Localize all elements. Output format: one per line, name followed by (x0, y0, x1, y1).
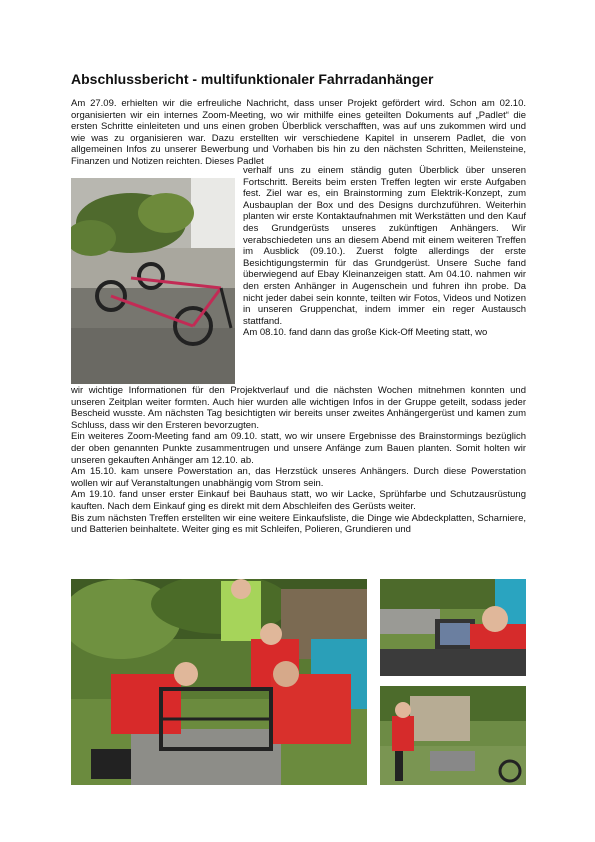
body-text (71, 385, 526, 536)
intro-text (71, 98, 526, 168)
photo-sanding-in-garden (380, 686, 526, 785)
paragraph: Bis zum nächsten Treffen erstellten wir eine weitere Einkaufsliste, die Dinge wie Abdeckplatten, Scharniere, und Batterien beinhaltete. Weiter ging es mit Schleifen, Polieren, Grundieren und (71, 512, 526, 536)
paragraph: wir wichtige Informationen für den Projektverlauf und die nächsten Wochen mitnehmen konnten und unseren Zeitplan weiter formten. Auch hier wurden alle wichtigen Infos in der Gruppe geteilt, sodass jeder Bescheid wusste. Am nächsten Tag besichtigten wir bereits unser zweites Anhängergerüst und kamen zum Schluss, dass wir den Ersteren bevorzugten. (71, 385, 526, 431)
paragraph: Am 27.09. erhielten wir die erfreuliche Nachricht, dass unser Projekt gefördert wird. Schon am 02.10. organisierten wir ein internes Zoom-Meeting, wo wir mithilfe eines geteilten Dokuments auf „Padlet“ die ersten Schritte einleiteten und uns einen groben Überblick verschafften, was auf uns zukommen wird und wie was zu organisieren war. Dazu erstellten wir verschiedene Kapitel in unserem Padlet, die von allgemeinen Infos zu unserer Bewerbung und Vorhaben bis hin zu den nächsten Schritten, Meilensteine, Finanzen und Notizen reichten. Dieses Padlet (71, 98, 526, 167)
document-title: Abschlussbericht - multifunktionaler Fahrradanhänger (71, 71, 434, 87)
photo-team-working-on-frame (71, 579, 367, 785)
paragraph: verhalf uns zu einem ständig guten Überblick über unseren Fortschritt. Bereits beim ersten Treffen legten wir erste Aufgaben fest. Ziel war es, ein Brainstorming zum Elektrik-Konzept, zum Ausbauplan der Box und des Designs durchzuführen. Weiterhin planten wir erste Kontaktaufnahmen mit Werkstätten und den Kauf des Grundgerüsts unseres zukünftigen Anhängers. Wir verabschiedeten uns an diesem Abend mit einem weiteren Treffen im Ausblick (09.10.). Zuerst folgte allerdings der erste Besichtigungstermin für das Grundgerüst. Unsere Suche fand überwiegend auf Ebay Kleinanzeigen statt. Am 04.10. nahmen wir den ersten Anhänger in Augenschein und fuhren ihn probe. Da nicht jeder dabei sein konnte, teilten wir Fotos, Videos und Notizen in unseren Gruppenchat, indem immer ein reger Austausch stattfand. (243, 165, 526, 327)
paragraph: Ein weiteres Zoom-Meeting fand am 09.10. statt, wo wir unsere Ergebnisse des Brainstormings bezüglich der oben genannten Punkte zusammentrugen und unsere Anfänge zum Bauen planten. Somit holten wir unseren gekauften Anhänger am 12.10. ab. (71, 431, 526, 466)
paragraph: Am 19.10. fand unser erster Einkauf bei Bauhaus statt, wo wir Lacke, Sprühfarbe und Schutzausrüstung kauften. Nach dem Einkauf ging es direkt mit dem Abschleifen des Gerüsts weiter. (71, 489, 526, 512)
paragraph: Am 15.10. kam unsere Powerstation an, das Herzstück unseres Anhängers. Durch diese Powerstation wollen wir auf Veranstaltungen unabhängig vom Strom sein. (71, 466, 526, 489)
photo-bike-trailer-frame (71, 178, 235, 384)
wrapped-text (243, 165, 526, 339)
photo-planning-with-laptop (380, 579, 526, 676)
paragraph: Am 08.10. fand dann das große Kick-Off Meeting statt, wo (243, 327, 488, 339)
